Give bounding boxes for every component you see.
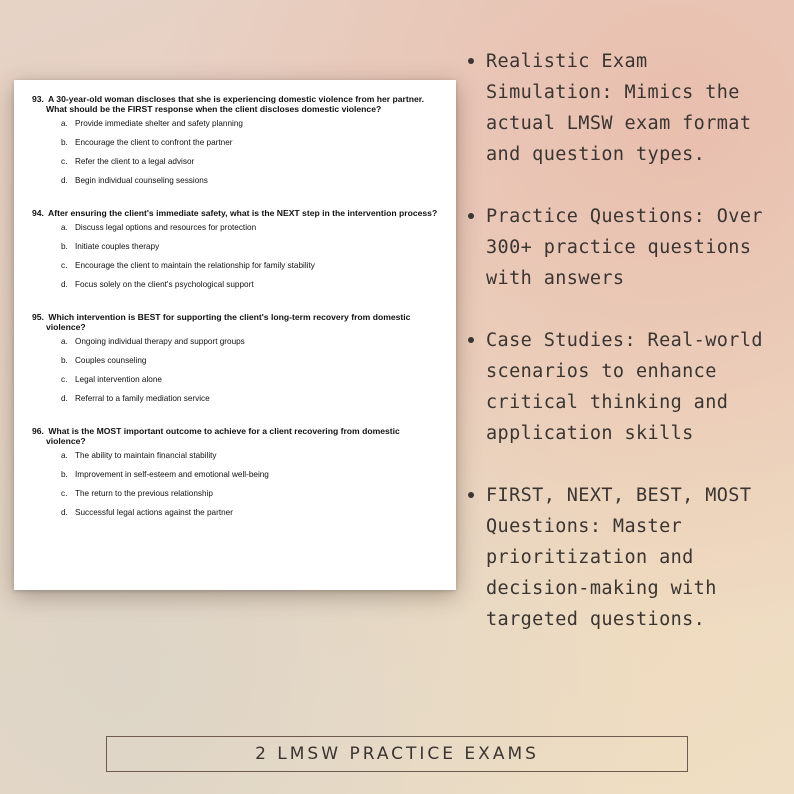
answer-option: [61, 280, 438, 290]
question-text: [32, 426, 438, 446]
question-block-94: [32, 208, 438, 290]
question-block-95: [32, 312, 438, 404]
option-letter: a.: [61, 451, 68, 460]
option-letter: a.: [61, 337, 68, 346]
answer-option: [61, 242, 438, 252]
feature-text: Practice Questions: Over 300+ practice questions with answers: [486, 206, 763, 289]
answer-option: [61, 176, 438, 186]
exam-sheet: [14, 80, 456, 590]
answer-option: [61, 470, 438, 480]
answer-option: [61, 119, 438, 129]
question-body: Which intervention is BEST for supporting the client's long-term recovery from domestic violence?: [46, 312, 411, 332]
option-letter: d.: [61, 280, 68, 289]
option-letter: d.: [61, 508, 68, 517]
answer-option: [61, 157, 438, 167]
option-text: Focus solely on the client's psychological support: [75, 280, 254, 289]
option-text: Initiate couples therapy: [75, 242, 160, 251]
question-body: A 30-year-old woman discloses that she is experiencing domestic violence from her partner. What should be the FIRST response when the client discloses domestic violence?: [46, 94, 425, 114]
feature-text: Case Studies: Real-world scenarios to enhance critical thinking and application skills: [486, 330, 763, 444]
answer-option: [61, 337, 438, 347]
option-text: Encourage the client to confront the partner: [75, 138, 233, 147]
feature-item: [466, 46, 782, 170]
answer-option: [61, 375, 438, 385]
question-text: [32, 208, 438, 218]
answer-option: [61, 138, 438, 148]
option-letter: c.: [61, 157, 68, 166]
option-letter: c.: [61, 489, 68, 498]
option-text: Begin individual counseling sessions: [75, 176, 208, 185]
option-letter: a.: [61, 119, 68, 128]
option-text: Discuss legal options and resources for protection: [75, 223, 257, 232]
option-text: Encourage the client to maintain the relationship for family stability: [75, 261, 315, 270]
option-letter: b.: [61, 138, 68, 147]
answer-option: [61, 489, 438, 499]
bullet-dot-icon: [468, 58, 474, 64]
question-body: After ensuring the client's immediate safety, what is the NEXT step in the intervention process?: [48, 208, 438, 218]
option-text: Improvement in self-esteem and emotional well-being: [75, 470, 269, 479]
question-block-93: [32, 94, 438, 186]
question-text: [32, 94, 438, 114]
option-text: Ongoing individual therapy and support groups: [75, 337, 245, 346]
option-letter: b.: [61, 242, 68, 251]
answer-option: [61, 356, 438, 366]
question-number: 93.: [32, 94, 44, 104]
question-number: 94.: [32, 208, 44, 218]
question-text: [32, 312, 438, 332]
option-letter: a.: [61, 223, 68, 232]
option-letter: b.: [61, 470, 68, 479]
bullet-dot-icon: [468, 492, 474, 498]
feature-list: [466, 46, 782, 666]
answer-option: [61, 261, 438, 271]
option-text: Referral to a family mediation service: [75, 394, 210, 403]
option-letter: c.: [61, 261, 68, 270]
question-block-96: [32, 426, 438, 518]
option-letter: b.: [61, 356, 68, 365]
option-text: The return to the previous relationship: [75, 489, 213, 498]
footer-banner: [106, 736, 688, 772]
option-letter: d.: [61, 394, 68, 403]
option-text: Successful legal actions against the partner: [75, 508, 233, 517]
feature-item: [466, 480, 782, 635]
question-body: What is the MOST important outcome to achieve for a client recovering from domestic violence?: [46, 426, 400, 446]
bullet-dot-icon: [468, 213, 474, 219]
answer-option: [61, 394, 438, 404]
question-number: 96.: [32, 426, 44, 436]
feature-item: [466, 201, 782, 294]
answer-option: [61, 508, 438, 518]
feature-text: FIRST, NEXT, BEST, MOST Questions: Master prioritization and decision-making with targeted questions.: [486, 485, 752, 630]
option-text: Refer the client to a legal advisor: [75, 157, 195, 166]
option-text: The ability to maintain financial stability: [75, 451, 217, 460]
option-text: Couples counseling: [75, 356, 147, 365]
answer-option: [61, 451, 438, 461]
bullet-dot-icon: [468, 337, 474, 343]
option-text: Legal intervention alone: [75, 375, 162, 384]
option-text: Provide immediate shelter and safety planning: [75, 119, 243, 128]
feature-text: Realistic Exam Simulation: Mimics the actual LMSW exam format and question types.: [486, 51, 752, 165]
footer-label: 2 LMSW PRACTICE EXAMS: [255, 744, 539, 764]
option-letter: d.: [61, 176, 68, 185]
question-number: 95.: [32, 312, 44, 322]
feature-item: [466, 325, 782, 449]
answer-option: [61, 223, 438, 233]
option-letter: c.: [61, 375, 68, 384]
